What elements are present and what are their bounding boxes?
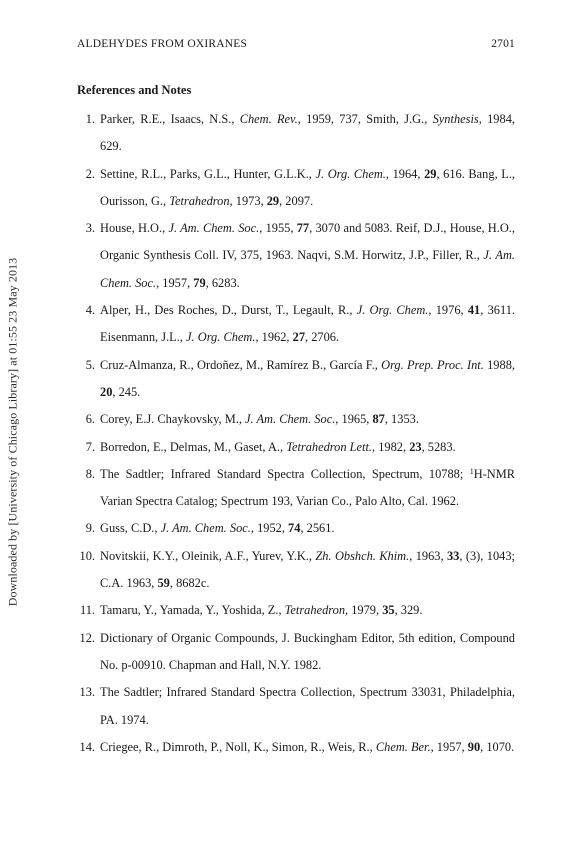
reference-item xyxy=(77,543,515,598)
volume-number: 27 xyxy=(292,330,306,345)
citation-text: , 5283. xyxy=(421,439,456,454)
citation-text: , 1353. xyxy=(384,412,419,427)
reference-text xyxy=(100,625,515,680)
reference-number: 10. xyxy=(79,548,95,563)
citation-text: House, H.O., xyxy=(100,221,169,236)
citation-text: , 1955, xyxy=(259,221,297,236)
reference-text xyxy=(100,515,515,542)
reference-number: 6. xyxy=(85,412,95,427)
citation-text: , 8682c. xyxy=(169,576,210,591)
reference-number: 14. xyxy=(79,739,95,754)
citation-text: , 1979, xyxy=(345,603,383,618)
reference-text xyxy=(100,543,515,598)
journal-title: Tetrahedron xyxy=(284,603,346,618)
reference-text xyxy=(100,461,515,516)
running-header xyxy=(77,38,515,50)
citation-text: , 616. Bang, L., Ourisson, G., xyxy=(100,166,516,208)
reference-item xyxy=(77,352,515,407)
citation-text: , 2706. xyxy=(305,330,340,345)
journal-title: J. Am. Chem. Soc. xyxy=(245,412,336,427)
volume-number: 87 xyxy=(372,412,385,427)
volume-number: 74 xyxy=(288,521,301,536)
reference-item xyxy=(77,515,515,542)
citation-text: , (3), 1043; C.A. 1963, xyxy=(100,548,516,591)
volume-number: 77 xyxy=(296,221,310,236)
citation-text: , 1963, xyxy=(409,548,447,563)
journal-title: J. Org. Chem. xyxy=(186,330,256,345)
reference-number: 4. xyxy=(85,303,95,318)
citation-text: , 3070 and 5083. Reif, D.J., House, H.O., Organic Synthesis Coll. IV, 375, 1963. Naqvi, S.M. Horwitz, J.P., Filler, R., xyxy=(100,221,515,263)
citation-text: , 1959, 737, Smith, J.G., xyxy=(297,112,433,126)
reference-item xyxy=(77,461,515,516)
citation-text: 1988, xyxy=(483,357,515,372)
volume-number: 90 xyxy=(467,739,481,754)
volume-number: 29 xyxy=(266,193,280,208)
journal-title: Org. Prep. Proc. Int. xyxy=(381,357,484,372)
reference-text xyxy=(100,597,515,624)
citation-text: Novitskii, K.Y., Oleinik, A.F., Yurev, Y.K., xyxy=(100,548,316,563)
reference-text xyxy=(100,106,515,161)
volume-number: 41 xyxy=(467,303,481,318)
volume-number: 33 xyxy=(446,548,460,563)
reference-text xyxy=(100,297,515,352)
download-notice: Downloaded by [University of Chicago Library] at 01:55 23 May 2013 xyxy=(5,257,20,607)
journal-title: J. Org. Chem. xyxy=(356,303,429,318)
citation-text: , 1957, xyxy=(156,275,194,290)
reference-number: 2. xyxy=(85,166,95,181)
reference-text xyxy=(100,734,515,761)
journal-title: J. Am. Chem. Soc. xyxy=(100,248,515,290)
journal-title: J. Am. Chem. Soc. xyxy=(160,521,251,536)
reference-number: 7. xyxy=(85,439,95,454)
citation-text: , 329. xyxy=(394,603,423,618)
reference-item xyxy=(77,734,515,761)
citation-text: Corey, E.J. Chaykovsky, M., xyxy=(100,412,246,427)
section-title: References and Notes xyxy=(77,83,192,97)
reference-number: 12. xyxy=(79,630,95,645)
citation-text: Tamaru, Y., Yamada, Y., Yoshida, Z., xyxy=(100,603,285,618)
citation-text: Alper, H., Des Roches, D., Durst, T., Legault, R., xyxy=(100,303,357,318)
citation-text: , 3611. Eisenmann, J.L., xyxy=(100,303,516,345)
citation-text: The Sadtler; Infrared Standard Spectra Collection, Spectrum 33031, Philadelphia, PA. 1974. xyxy=(100,685,515,727)
citation-text: Parker, R.E., Isaacs, N.S., xyxy=(100,112,240,126)
reference-number: 5. xyxy=(85,357,95,372)
reference-text xyxy=(100,161,515,216)
citation-text: , 1973, xyxy=(229,193,267,208)
reference-number: 8. xyxy=(85,466,95,481)
volume-number: 59 xyxy=(157,576,170,591)
reference-text xyxy=(100,352,515,407)
citation-text: , 6283. xyxy=(205,275,240,290)
citation-text: , 1964, xyxy=(385,166,425,181)
reference-item xyxy=(77,406,515,433)
volume-number: 79 xyxy=(193,275,206,290)
reference-item xyxy=(77,215,515,297)
journal-title: Zh. Obshch. Khim. xyxy=(315,548,410,563)
reference-text xyxy=(100,406,515,433)
reference-item xyxy=(77,597,515,624)
reference-item xyxy=(77,679,515,734)
volume-number: 23 xyxy=(409,439,422,454)
citation-text: , 245. xyxy=(112,384,141,399)
volume-number: 20 xyxy=(100,384,113,399)
journal-title: J. Org. Chem. xyxy=(315,166,386,181)
reference-text xyxy=(100,434,515,461)
citation-text: , 1965, xyxy=(335,412,373,427)
citation-text: , 2097. xyxy=(279,193,314,208)
citation-text: , 1984, 629. xyxy=(100,112,515,154)
citation-text: Borredon, E., Delmas, M., Gaset, A., xyxy=(100,439,287,454)
download-watermark xyxy=(6,232,20,632)
page-number: 2701 xyxy=(491,38,515,50)
reference-text xyxy=(100,679,515,734)
citation-text: , 2561. xyxy=(300,521,335,536)
citation-text: , 1982, xyxy=(372,439,410,454)
reference-item xyxy=(77,106,515,161)
citation-text: , 1957, xyxy=(430,739,468,754)
running-title: ALDEHYDES FROM OXIRANES xyxy=(77,38,248,50)
reference-number: 1. xyxy=(85,112,95,126)
volume-number: 29 xyxy=(424,166,437,181)
journal-title: Chem. Ber. xyxy=(375,739,431,754)
reference-list xyxy=(77,106,515,761)
citation-text: Guss, C.D., xyxy=(100,521,161,536)
reference-number: 3. xyxy=(85,221,95,236)
citation-text: , 1976, xyxy=(428,303,468,318)
journal-title: Tetrahedron xyxy=(169,193,230,208)
reference-item xyxy=(77,297,515,352)
volume-number: 35 xyxy=(382,603,395,618)
reference-text xyxy=(100,215,515,297)
journal-title: Synthesis xyxy=(432,112,479,126)
reference-item xyxy=(77,625,515,680)
reference-item xyxy=(77,434,515,461)
citation-text: Cruz-Almanza, R., Ordoñez, M., Ramírez B., García F., xyxy=(100,357,382,372)
journal-title: J. Am. Chem. Soc. xyxy=(168,221,260,236)
citation-text: H-NMR Varian Spectra Catalog; Spectrum 193, Varian Co., Palo Alto, Cal. 1962. xyxy=(100,466,515,509)
superscript: 1 xyxy=(469,466,474,476)
citation-text: Dictionary of Organic Compounds, J. Buckingham Editor, 5th edition, Compound No. p-00910. Chapman and Hall, N.Y. 1982. xyxy=(100,630,515,672)
reference-item xyxy=(77,161,515,216)
journal-title: Tetrahedron Lett. xyxy=(286,439,373,454)
citation-text: , 1952, xyxy=(250,521,289,536)
reference-number: 9. xyxy=(85,521,95,536)
citation-text: Settine, R.L., Parks, G.L., Hunter, G.L.K., xyxy=(100,166,316,181)
reference-number: 13. xyxy=(79,685,95,700)
citation-text: , 1070. xyxy=(480,739,515,754)
citation-text: Criegee, R., Dimroth, P., Noll, K., Simon, R., Weis, R., xyxy=(100,739,376,754)
journal-title: Chem. Rev. xyxy=(239,112,298,126)
reference-number: 11. xyxy=(79,603,95,618)
citation-text: , 1962, xyxy=(255,330,293,345)
citation-text: The Sadtler; Infrared Standard Spectra Collection, Spectrum, 10788; xyxy=(100,466,470,481)
